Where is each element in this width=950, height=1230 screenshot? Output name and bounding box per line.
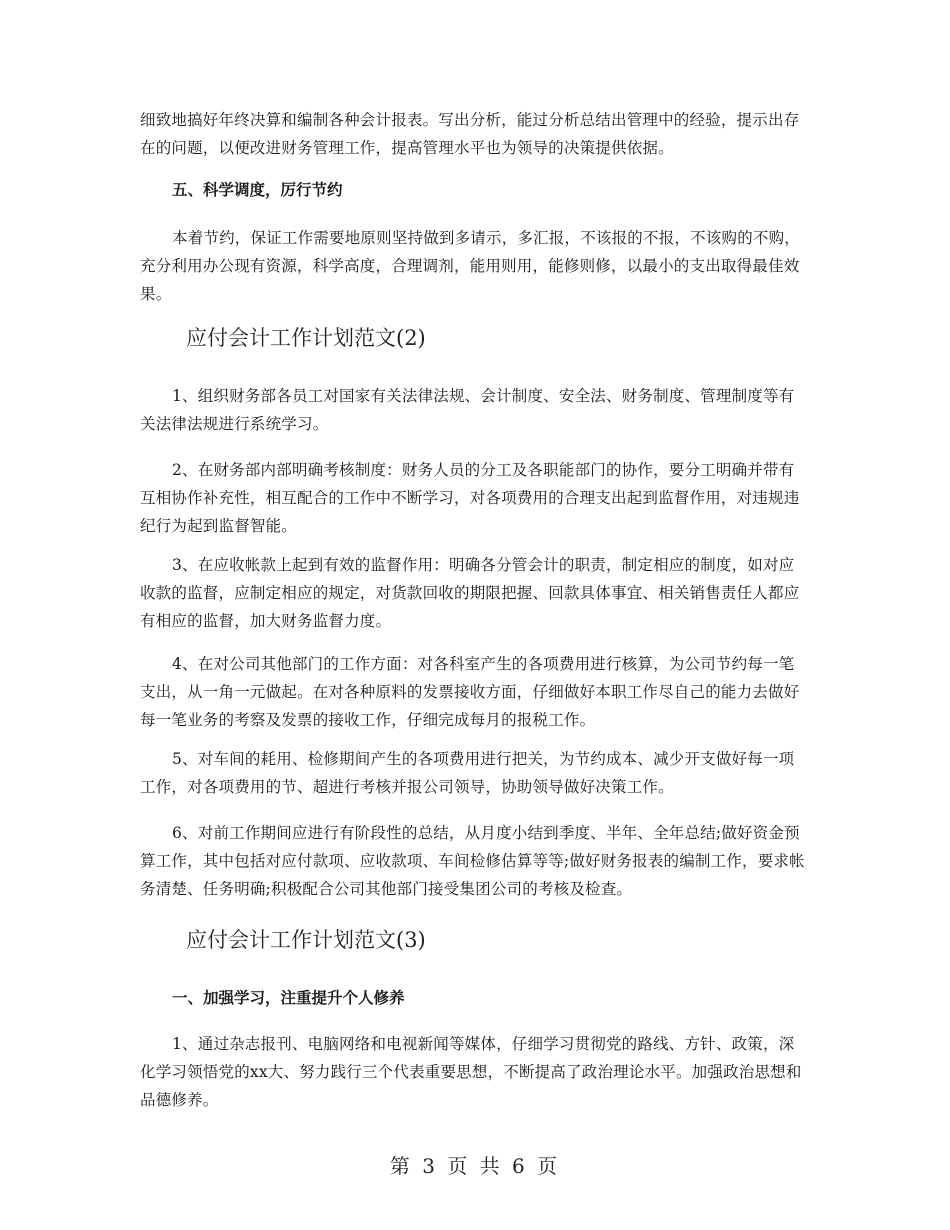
article-title-3: 应付会计工作计划范文(3) [186,928,426,952]
list-item-3: 3、在应收帐款上起到有效的监督作用：明确各分管会计的职责，制定相应的制度，如对应收款的监督，应制定相应的规定，对货款回收的期限把握、回款具体事宜、相关销售责任人都应有相应的监督，加大财务监督力度。 [140,556,800,630]
section-heading-1: 一、加强学习，注重提升个人修养 [172,988,405,1007]
paragraph-section-5: 本着节约，保证工作需要地原则坚持做到多请示，多汇报，不该报的不报，不该购的不购，充分利用办公现有资源，科学高度，合理调剂，能用则用，能修则修，以最小的支出取得最佳效果。 [140,229,801,303]
paragraph-intro: 细致地搞好年终决算和编制各种会计报表。写出分析，能过分析总结出管理中的经验，提示出存在的问题，以便改进财务管理工作，提高管理水平也为领导的决策提供依据。 [140,111,800,157]
page-number: 第 3 页 共 6 页 [389,1154,561,1178]
list-item-5: 5、对车间的耗用、检修期间产生的各项费用进行把关，为节约成本、减少开支做好每一项工作，对各项费用的节、超进行考核并报公司领导，协助领导做好决策工作。 [140,750,795,796]
section-heading-5: 五、科学调度，厉行节约 [172,180,343,199]
list-item-4: 4、在对公司其他部门的工作方面：对各科室产生的各项费用进行核算，为公司节约每一笔支出，从一角一元做起。在对各种原料的发票接收方面，仔细做好本职工作尽自己的能力去做好每一笔业务的考察及发票的接收工作，仔细完成每月的报税工作。 [140,655,800,729]
list-item-2: 2、在财务部内部明确考核制度：财务人员的分工及各职能部门的协作，要分工明确并带有互相协作补充性，相互配合的工作中不断学习，对各项费用的合理支出起到监督作用，对违规违纪行为起到监督智能。 [140,461,800,535]
paragraph-study: 1、通过杂志报刊、电脑网络和电视新闻等媒体，仔细学习贯彻党的路线、方针、政策，深化学习领悟党的xx大、努力践行三个代表重要思想，不断提高了政治理论水平。加强政治思想和品德修养。 [140,1035,802,1109]
list-item-1: 1、组织财务部各员工对国家有关法律法规、会计制度、安全法、财务制度、管理制度等有关法律法规进行系统学习。 [140,387,795,433]
list-item-6: 6、对前工作期间应进行有阶段性的总结，从月度小结到季度、半年、全年总结;做好资金预算工作，其中包括对应付款项、应收款项、车间检修估算等等;做好财务报表的编制工作，要求帐务清楚、任务明确;积极配合公司其他部门接受集团公司的考核及检查。 [140,824,805,898]
article-title-2: 应付会计工作计划范文(2) [186,326,426,350]
